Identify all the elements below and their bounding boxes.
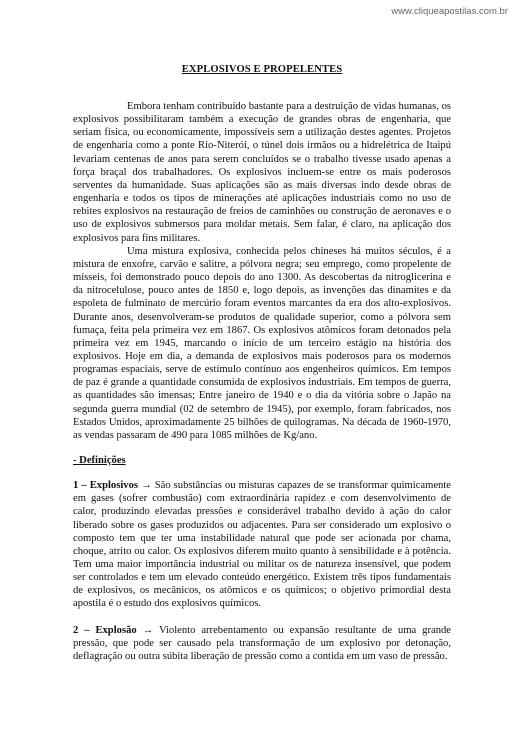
section-heading-definitions: - Definições [73,455,126,467]
definition-term: 2 – Explosão [73,624,137,636]
paragraph-intro: Embora tenham contribuído bastante para a destruição de vidas humanas, os explosivos possibilitaram também a execução de grandes obras de engenharia, que seriam física, ou economicamente, impossíveis sem a utilização destes agentes. Projetos de engenharia como a ponte Rio-Niterói, o túnel dois irmãos ou a hidrelétrica de Itaipú levariam centenas de anos para serem concluídos se o trabalho tivesse usado apenas a força braçal dos trabalhadores. Os explosivos incluem-se entre os mais poderosos serventes da humanidade. Suas aplicações são as mais diversas indo desde obras de engenharia e todos os tipos de minerações até aplicações industriais como no uso de rebites explosivos na restauração de freios de caminhões ou construção de aeronaves e o uso de explosivos submersos para moldar metais. Sem falar, é claro, na aplicação dos explosivos para fins militares. [73,101,451,244]
document-page [73,64,451,663]
definition-explosivos [73,479,451,611]
paragraph-history: Uma mistura explosiva, conhecida pelos chineses há muitos séculos, é a mistura de enxofre, carvão e salitre, a pólvora negra; seu emprego, como propelente de mísseis, foi demonstrado pouco depois do ano 1300. As descobertas da nitroglicerina e da nitrocelulose, pouco antes de 1850 e, logo depois, as invenções das dinamites e da espoleta de fulminato de mercúrio foram eventos marcantes da era dos alto-explosivos. Durante anos, desenvolveram-se produtos de qualidade superior, como a pólvora sem fumaça, feita pela primeira vez em 1867. Os explosivos atômicos foram detonados pela primeira vez em 1945, marcando o início de um terceiro estágio na história dos explosivos. Hoje em dia, a demanda de explosivos mais poderosos para os modernos programas espaciais, serve de estímulo contínuo aos engenheiros químicos. Em tempos de paz é grande a quantidade consumida de explosivos industriais. Em tempos de guerra, as quantidades são imensas; Entre janeiro de 1940 e o dia da vitória sobre o Japão na segunda guerra mundial (02 de setembro de 1945), por exemplo, foram fabricados, nos Estados Unidos, aproximadamente 25 bilhões de quilogramas. Na década de 1960-1970, as vendas passaram de 490 para 1085 milhões de Kg/ano. [73,245,451,441]
definition-explosao [73,624,451,663]
definition-text: Violento arrebentamento ou expansão resultante de uma grande pressão, que pode ser causado pela transformação de um explosivo por detonação, deflagração ou outra súbita liberação de pressão como a contida em um vaso de pressão. [73,624,452,662]
arrow-icon: → [142,624,154,636]
definition-term: 1 – Explosivos [73,480,138,492]
site-url: www.cliqueapostilas.com.br [391,6,508,17]
document-title: EXPLOSIVOS E PROPELENTES [181,64,343,75]
arrow-icon: → [141,480,152,492]
definition-text: São substâncias ou misturas capazes de se transformar quimicamente em gases (sofrer combustão) com extraordinária rapidez e com desenvolvimento de calor, produzindo elevadas pressões e considerável trabalho devido à ação do calor liberado sobre os gases produzidos ou adjacentes. Para ser considerado um explosivo o composto tem que ter uma instabilidade natural que pode ser acionada por chama, choque, atrito ou calor. Os explosivos diferem muito quanto à sensibilidade e à potência. Tem uma maior importância industrial ou militar os de natureza insensível, que podem ser controlados e tem um elevado conteúdo energético. Existem três tipos fundamentais de explosivos, os mecânicos, os atômicos e os químicos; o objetivo primordial desta apostila é o estudo dos explosivos químicos. [73,480,451,610]
